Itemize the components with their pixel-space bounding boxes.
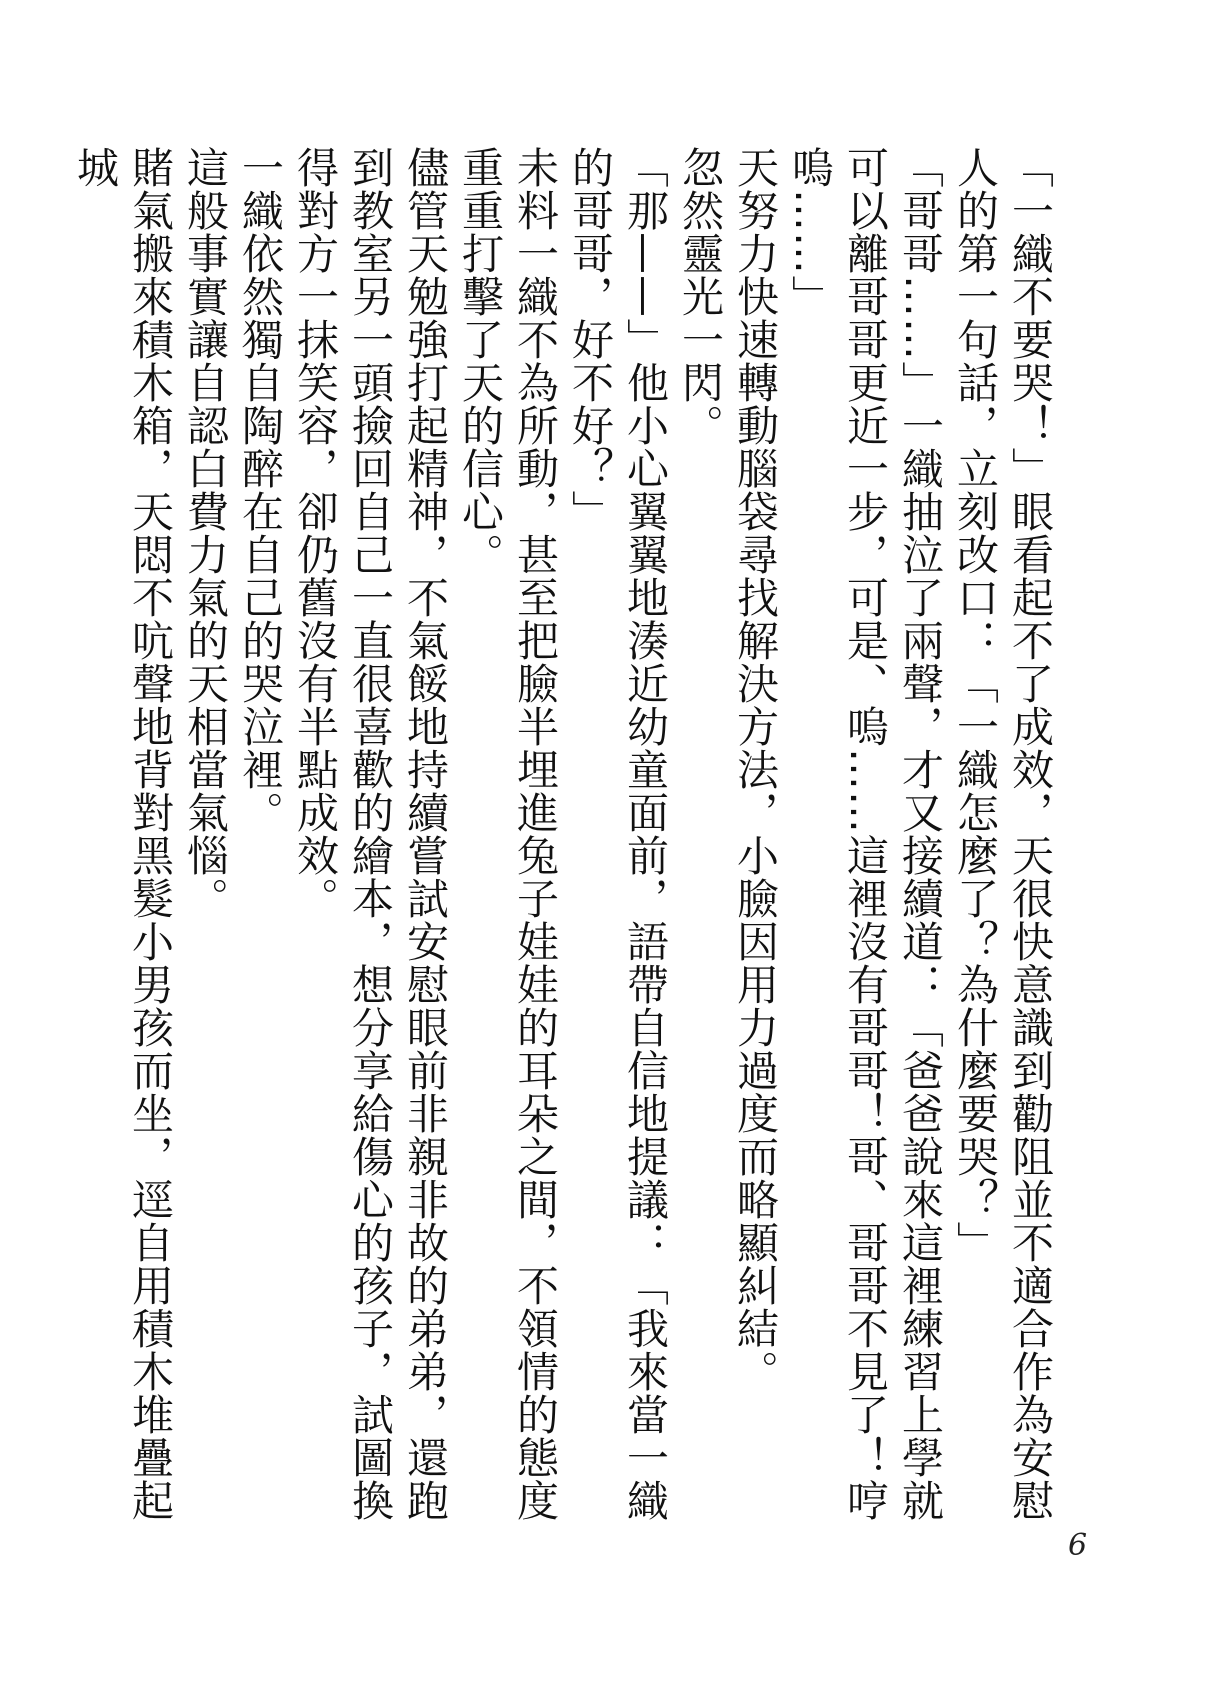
page-number: 6: [1068, 1528, 1088, 1563]
body-text: [68, 146, 1058, 1556]
paragraph: 忽然靈光一閃。: [676, 146, 725, 447]
paragraph: 「一織不要哭！」眼看起不了成效，天很快意識到勸阻並不適合作為安慰人的第一句話，立刻改口：「一織怎麼了？為什麼要哭？」: [951, 146, 1055, 1522]
paragraph: 一織依然獨自陶醉在自己的哭泣裡。: [236, 146, 285, 834]
paragraph: 未料一織不為所動，甚至把臉半埋進兔子娃娃的耳朵之間，不領情的態度重重打擊了天的信心。: [456, 146, 560, 1522]
paragraph: 這般事實讓自認白費力氣的天相當氣惱。: [181, 146, 230, 920]
paragraph: 儘管天勉強打起精神，不氣餒地持續嘗試安慰眼前非親非故的弟弟，還跑到教室另一頭撿回自己一直很喜歡的繪本，想分享給傷心的孩子，試圖換得對方一抹笑容，卻仍舊沒有半點成效。: [291, 146, 450, 1522]
paragraph: 「哥哥……」一織抽泣了兩聲，才又接續道：「爸爸說來這裡練習上學就可以離哥哥更近一步，可是、嗚……這裡沒有哥哥！哥、哥哥不見了！哼嗚……」: [786, 146, 945, 1522]
paragraph: 「那——」他小心翼翼地湊近幼童面前，語帶自信地提議：「我來當一織的哥哥，好不好？」: [566, 146, 670, 1522]
paragraph: 賭氣搬來積木箱，天悶不吭聲地背對黑髮小男孩而坐，逕自用積木堆疊起城: [71, 146, 175, 1522]
paragraph: 天努力快速轉動腦袋尋找解決方法，小臉因用力過度而略顯糾結。: [731, 146, 780, 1393]
